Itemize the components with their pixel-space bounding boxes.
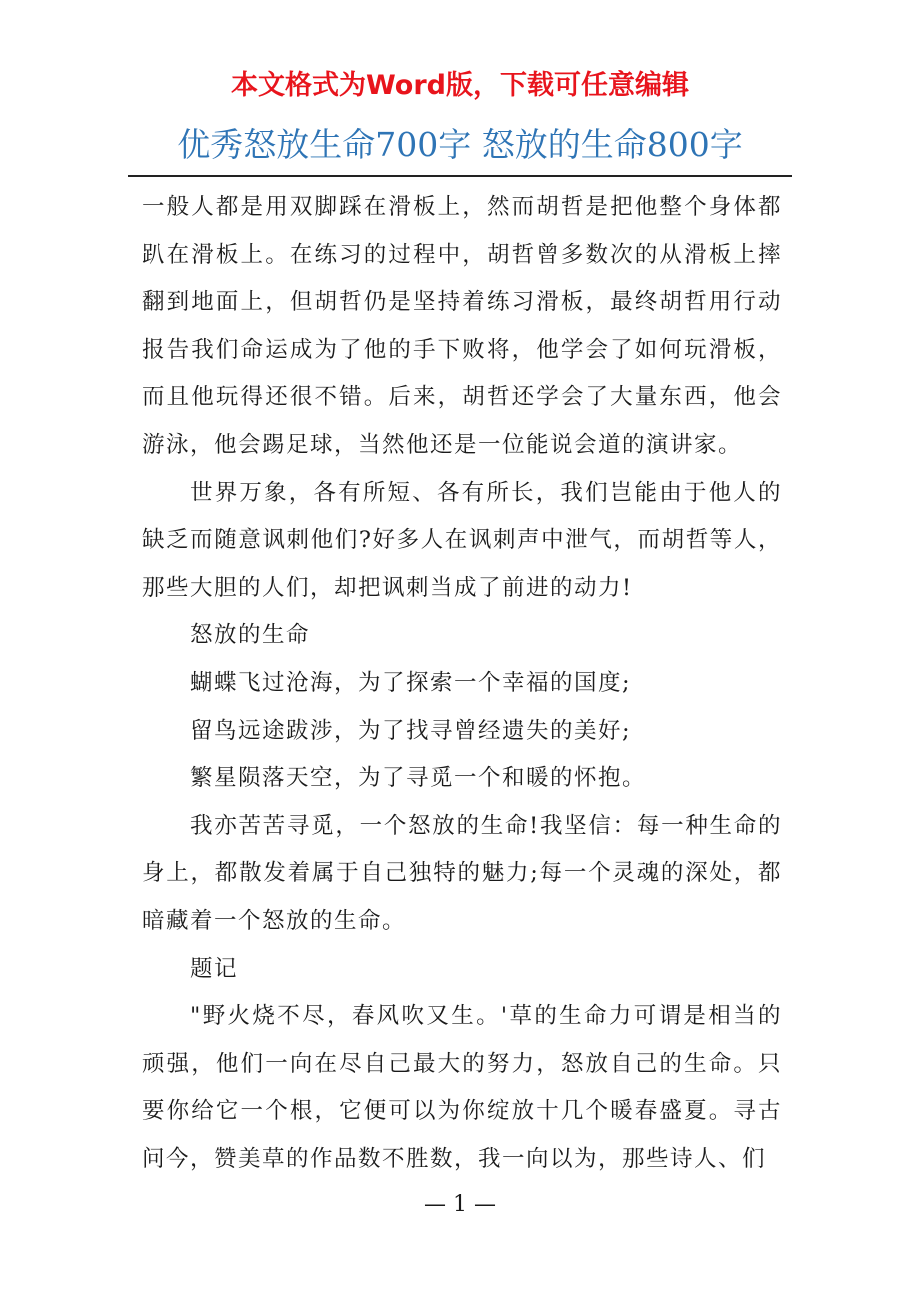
page-number: — 1 — <box>424 1192 496 1217</box>
document-body <box>142 184 782 1183</box>
paragraph: 一般人都是用双脚踩在滑板上，然而胡哲是把他整个身体都趴在滑板上。在练习的过程中，胡哲曾多数次的从滑板上摔翻到地面上，但胡哲仍是坚持着练习滑板，最终胡哲用行动报告我们命运成为了他的手下败将，他学会了如何玩滑板，而且他玩得还很不错。后来，胡哲还学会了大量东西，他会游泳，他会踢足球，当然他还是一位能说会道的演讲家。 <box>142 194 782 458</box>
paragraph: 我亦苦苦寻觅，一个怒放的生命!我坚信：每一种生命的身上，都散发着属于自己独特的魅力;每一个灵魂的深处，都暗藏着一个怒放的生命。 <box>142 812 782 934</box>
document-title: 优秀怒放生命700字 怒放的生命800字 <box>177 125 743 164</box>
title-divider <box>128 175 792 177</box>
epigraph-label: 题记 <box>190 955 239 982</box>
poem-line: 蝴蝶飞过沧海，为了探索一个幸福的国度; <box>190 669 632 696</box>
poem-line: 繁星陨落天空，为了寻觅一个和暖的怀抱。 <box>190 765 647 792</box>
poem-line: 留鸟远途跋涉，为了找寻曾经遗失的美好; <box>190 717 632 744</box>
section-heading: 怒放的生命 <box>190 622 311 649</box>
paragraph: "野火烧不尽，春风吹又生。'草的生命力可谓是相当的顽强，他们一向在尽自己最大的努力，怒放自己的生命。只要你给它一个根，它便可以为你绽放十几个暖春盛夏。寻古问今，赞美草的作品数不胜数，我一向以为，那些诗人、们 <box>142 1003 782 1172</box>
download-banner: 本文格式为Word版，下载可任意编辑 <box>230 70 689 101</box>
paragraph: 世界万象，各有所短、各有所长，我们岂能由于他人的缺乏而随意讽刺他们?好多人在讽刺声中泄气，而胡哲等人，那些大胆的人们，却把讽刺当成了前进的动力! <box>142 479 782 601</box>
